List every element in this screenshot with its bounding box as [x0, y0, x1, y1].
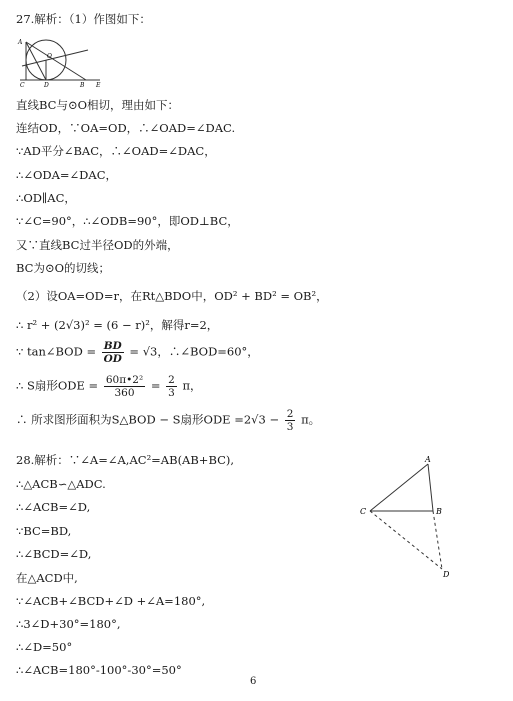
figure-circle-tangent [16, 36, 102, 88]
q27-line-12: ∴ S扇形ODE = $\frac{\text{60π•2²}}{360}$ = $\frac{2}{3}$ π， [16, 374, 202, 399]
q27-line-7: 又∵直线BC过半径OD的外端， [16, 238, 179, 252]
q27-line-13: ∴ 所求图形面积为S△BOD − S扇形ODE =2√3 − $\frac{2}{3}$ π。 [16, 408, 321, 433]
q28-line-6: 在△ACD中, [16, 571, 78, 585]
bd-over-od-fraction: $\frac{BD}{OD}$ [103, 340, 122, 365]
page-number: 6 [250, 676, 257, 687]
q28-line-8: ∴3∠D+30°=180°, [16, 617, 121, 631]
q28-line-3: ∴∠ACB=∠D, [16, 500, 91, 514]
fig2-label-c: C [360, 507, 367, 516]
q27-line-1: 直线BC与⊙O相切，理由如下： [16, 98, 180, 112]
q27-heading: 27.解析：（1）作图如下： [16, 12, 151, 26]
fig1-label-b: B [80, 82, 85, 88]
fig1-label-o: O [47, 53, 52, 60]
q27-line-9: （2）设OA=OD=r，在Rt△BDO中，OD² + BD² = OB²， [16, 289, 328, 303]
final-fraction: $\frac{2}{3}$ [286, 408, 294, 433]
fig2-label-b: B [436, 507, 442, 516]
q27-line-6: ∵∠C=90°，∴∠ODB=90°，即OD⊥BC， [16, 214, 239, 228]
final-area-label: ∴ 所求图形面积为S△BOD − S扇形ODE =2√3 − [16, 412, 280, 427]
q27-line-3: ∵AD平分∠BAC，∴∠OAD=∠DAC， [16, 144, 216, 158]
fig2-label-a: A [425, 455, 431, 464]
q28-line-5: ∴∠BCD=∠D, [16, 547, 92, 561]
q28-line-9: ∴∠D=50° [16, 640, 73, 654]
q27-line-8: BC为⊙O的切线； [16, 261, 111, 275]
q27-line-4: ∴∠ODA=∠DAC， [16, 168, 118, 182]
fig1-label-c: C [20, 82, 25, 88]
q27-line-11 [16, 340, 259, 365]
q27-line-10: ∴ r² + (2√3)² = (6 − r)²，解得r=2， [16, 318, 219, 332]
figure-triangle [350, 452, 460, 582]
q28-line-1: 28.解析：∵∠A=∠A,AC²=AB(AB+BC), [16, 453, 235, 467]
sector-area-label: ∴ S扇形ODE = [16, 378, 99, 393]
fig1-label-a: A [18, 39, 23, 46]
fig2-label-d: D [443, 570, 450, 579]
q28-line-4: ∵BC=BD, [16, 524, 72, 538]
two-thirds-fraction: $\frac{2}{3}$ [168, 374, 175, 399]
q28-line-7: ∵∠ACB+∠BCD+∠D +∠A=180°, [16, 594, 206, 608]
fig1-label-d: D [44, 82, 49, 88]
q27-line-5: ∴OD∥AC， [16, 191, 76, 205]
fig1-label-e: E [96, 82, 101, 88]
tan-expression-label: ∵ tan∠BOD = [16, 344, 97, 359]
q28-line-10: ∴∠ACB=180°-100°-30°=50° [16, 663, 182, 677]
sector-area-fraction: $\frac{\text{60π•2²}}{360}$ [105, 374, 144, 399]
tan-result: = √3，∴∠BOD=60°， [129, 344, 259, 359]
q28-line-2: ∴△ACB∽△ADC. [16, 477, 106, 491]
q27-line-2: 连结OD，∵OA=OD，∴∠OAD=∠DAC. [16, 121, 236, 135]
